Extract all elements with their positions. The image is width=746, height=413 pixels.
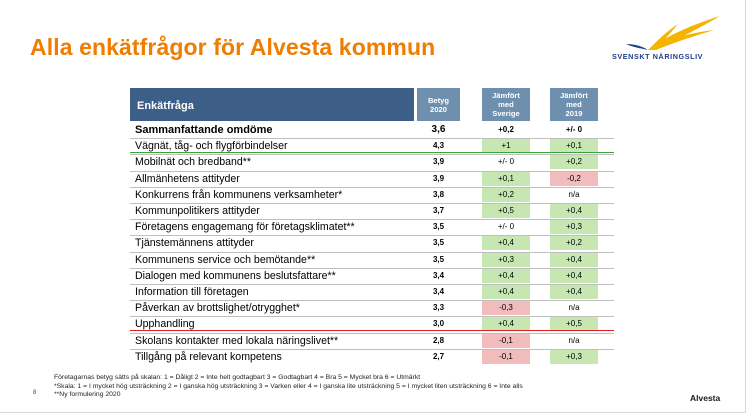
question-label: Tillgång på relevant kompetens <box>135 350 282 363</box>
vs-sverige-value: +/- 0 <box>497 157 515 167</box>
wing-logo-icon <box>618 14 722 52</box>
vs-sverige-value: -0,3 <box>482 301 530 315</box>
row-separator <box>130 252 614 253</box>
header-vs-sverige <box>482 88 530 121</box>
table-row <box>130 333 614 349</box>
vs-sverige-value: +1 <box>482 139 530 153</box>
table-row <box>130 349 614 365</box>
score-2020: 2,8 <box>432 335 445 345</box>
table-row <box>130 300 614 316</box>
question-label: Företagens engagemang för företagsklimatet** <box>135 221 355 234</box>
vs-sverige-value: -0,1 <box>482 350 530 364</box>
row-separator <box>130 349 614 350</box>
vs-sverige-value: -0,1 <box>482 334 530 348</box>
vs-2019-value: +0,2 <box>550 155 598 169</box>
vs-2019-value: +0,5 <box>550 317 598 331</box>
row-separator <box>130 268 614 269</box>
table-row <box>130 252 614 268</box>
vs-2019-value: +0,4 <box>550 204 598 218</box>
header-betyg-line2: 2020 <box>430 104 447 114</box>
row-separator <box>130 154 614 155</box>
question-label: Dialogen med kommunens beslutsfattare** <box>135 269 336 282</box>
footnote-scale: Företagarnas betyg sätts på skalan: 1 = Dåligt 2 = Inte helt godtagbart 3 = Godtagbart 4 = Bra 5 = Mycket bra 6 = Utmärkt <box>54 374 421 381</box>
page-number: 8 <box>33 390 37 396</box>
slide-title: Alla enkätfrågor för Alvesta kommun <box>30 34 436 60</box>
vs-2019-value: n/a <box>568 189 580 199</box>
vs-sverige-value: +0,4 <box>482 285 530 299</box>
question-label: Kommunpolitikers attityder <box>135 205 260 217</box>
table-row <box>130 284 614 300</box>
header-vs-2019 <box>550 88 598 121</box>
table-row <box>130 187 614 203</box>
question-label: Tjänstemännens attityder <box>135 237 254 250</box>
table-row-summary <box>130 122 614 138</box>
vs-sverige-value: +0,4 <box>482 236 530 250</box>
vs-2019-value: +0,1 <box>550 139 598 153</box>
vs-sverige-value: +0,2 <box>482 188 530 202</box>
header-sverige-line1: Jämfört <box>492 91 520 100</box>
row-separator <box>130 316 614 317</box>
score-2020: 2,7 <box>432 351 445 361</box>
row-separator <box>130 284 614 285</box>
score-2020: 3,4 <box>432 270 445 280</box>
score-2020: 3,9 <box>432 157 445 167</box>
question-label: Vägnät, tåg- och flygförbindelser <box>135 140 288 153</box>
score-2020: 3,5 <box>432 254 445 264</box>
row-separator <box>130 203 614 204</box>
score-2020: 3,9 <box>432 173 445 183</box>
vs-2019-value: +0,4 <box>550 253 598 267</box>
vs-2019-value: +0,3 <box>550 220 598 234</box>
question-label: Mobilnät och bredband** <box>135 156 252 169</box>
score-2020: 3,5 <box>432 238 445 248</box>
vs-2019-value: +0,4 <box>550 269 598 283</box>
question-label: Allmänhetens attityder <box>135 172 240 185</box>
vs-2019-value: +0,3 <box>550 350 598 364</box>
score-2020: 3,6 <box>431 124 446 135</box>
vs-2019-value: n/a <box>568 335 580 345</box>
svenskt-naringsliv-logo <box>612 14 720 62</box>
table-row <box>130 268 614 284</box>
score-2020: 3,0 <box>432 319 445 329</box>
table-row <box>130 171 614 187</box>
header-2019-line2: med <box>566 100 582 109</box>
vs-2019-value: +0,2 <box>550 236 598 250</box>
vs-2019-value: -0,2 <box>550 172 598 186</box>
row-separator <box>130 219 614 220</box>
question-label: Upphandling <box>135 318 195 331</box>
question-label: Konkurrens från kommunens verksamheter* <box>135 188 343 201</box>
question-label: Påverkan av brottslighet/otrygghet* <box>135 302 300 315</box>
header-betyg-line1: Betyg <box>427 95 450 105</box>
table-row <box>130 154 614 170</box>
red-divider-line <box>130 330 614 331</box>
header-question: Enkätfråga <box>130 88 414 121</box>
green-divider-line <box>130 152 614 153</box>
header-sverige-line2: med <box>498 100 514 109</box>
header-2019-line1: Jämfört <box>560 91 588 100</box>
vs-sverige-value: +/- 0 <box>497 222 515 232</box>
row-separator <box>130 187 614 188</box>
question-label: Kommunens service och bemötande** <box>135 253 316 266</box>
score-2020: 3,3 <box>432 303 445 313</box>
vs-sverige-value: +0,3 <box>482 253 530 267</box>
question-label: Skolans kontakter med lokala näringslivet** <box>135 334 339 347</box>
question-label: Sammanfattande omdöme <box>135 124 273 136</box>
score-2020: 3,8 <box>432 189 445 199</box>
question-label: Information till företagen <box>135 286 249 298</box>
row-separator <box>130 333 614 334</box>
score-2020: 4,3 <box>432 141 445 151</box>
footnote-new-wording: **Ny formulering 2020 <box>54 391 121 399</box>
table-row <box>130 203 614 219</box>
score-2020: 3,5 <box>432 222 445 232</box>
vs-sverige-value: +0,4 <box>482 317 530 331</box>
row-separator <box>130 300 614 301</box>
score-2020: 3,7 <box>432 206 445 215</box>
vs-2019-value: +/- 0 <box>565 125 583 134</box>
footnote-alt-scale: *Skala: 1 = I mycket hög utsträckning 2 = I ganska hög utsträckning 3 = Varken eller 4 = I ganska lite utsträckning 5 = I mycket liten utsträckning 6 = Inte alls <box>54 382 523 390</box>
vs-sverige-value: +0,5 <box>482 204 530 218</box>
header-sverige-line3: Sverige <box>492 109 520 118</box>
row-separator <box>130 138 614 139</box>
score-2020: 3,4 <box>432 287 445 296</box>
vs-sverige-value: +0,1 <box>482 172 530 186</box>
table-row <box>130 219 614 235</box>
vs-2019-value: +0,4 <box>550 285 598 299</box>
vs-sverige-value: +0,2 <box>498 125 514 134</box>
vs-2019-value: n/a <box>568 303 580 313</box>
logo-wordmark: SVENSKT NÄRINGSLIV <box>612 52 704 61</box>
row-separator <box>130 235 614 236</box>
table-row <box>130 235 614 251</box>
vs-sverige-value: +0,4 <box>482 269 530 283</box>
footer-municipality: Alvesta <box>690 393 721 403</box>
row-separator <box>130 171 614 172</box>
header-2019-line3: 2019 <box>565 109 583 118</box>
footnotes <box>54 374 523 400</box>
header-betyg <box>417 88 460 121</box>
